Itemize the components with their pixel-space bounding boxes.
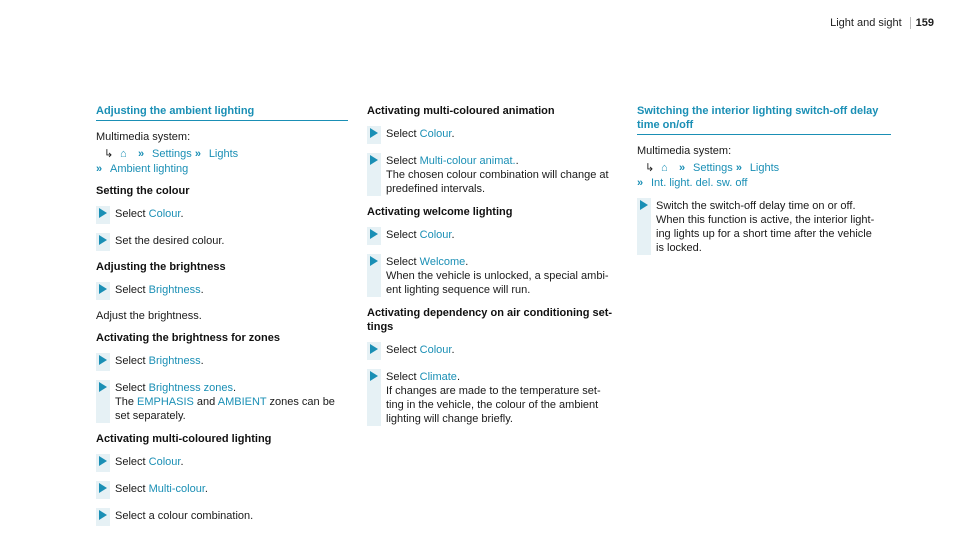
subheading-brightness: Adjusting the brightness xyxy=(96,261,226,273)
step-item: Select Colour. xyxy=(96,206,348,224)
step-item: Select Brightness. xyxy=(96,353,348,371)
step-item: Select Welcome. When the vehicle is unlocked, a special ambi- ent lighting sequence will run. xyxy=(367,254,617,297)
step-item: Select Colour. xyxy=(367,342,617,360)
step-arrow-icon xyxy=(99,355,107,365)
subheading-welcome: Activating welcome lighting xyxy=(367,206,513,218)
path-lights: Lights xyxy=(749,162,780,174)
step-item: Select Colour. xyxy=(367,227,617,245)
chevron-icon: » xyxy=(194,148,201,160)
step-item: Select Colour. xyxy=(367,126,617,144)
path-settings: Settings xyxy=(152,148,192,160)
column-1 xyxy=(96,104,348,535)
chevron-icon: » xyxy=(138,148,145,160)
menu-path xyxy=(96,147,348,177)
path-arrow-icon: ↳ xyxy=(104,148,114,160)
step-arrow-icon xyxy=(370,344,378,354)
path-arrow-icon: ↳ xyxy=(645,162,655,174)
step-item: Select Colour. xyxy=(96,454,348,472)
chevron-icon: » xyxy=(735,162,742,174)
step-item: Select a colour combination. xyxy=(96,508,348,526)
step-arrow-icon xyxy=(370,256,378,266)
step-arrow-icon xyxy=(370,128,378,138)
subheading-multi-animation: Activating multi-coloured animation xyxy=(367,105,555,117)
subheading-multi-lighting: Activating multi-coloured lighting xyxy=(96,433,272,445)
step-arrow-icon xyxy=(99,284,107,294)
subheading-brightness-zones: Activating the brightness for zones xyxy=(96,332,280,344)
step-item: Select Multi-colour animat.. The chosen colour combination will change at predefined intervals. xyxy=(367,153,617,196)
step-item: Switch the switch-off delay time on or off. When this function is active, the interior light- ing lights up for a short time after the vehicle is locked. xyxy=(637,198,891,255)
path-delay: Int. light. del. sw. off xyxy=(651,177,748,189)
page-header xyxy=(830,16,934,30)
column-2 xyxy=(367,104,617,435)
intro-text: Multimedia system: xyxy=(637,145,732,157)
path-settings: Settings xyxy=(693,162,733,174)
menu-path xyxy=(637,161,891,191)
section-title-switch-off-delay: Switching the interior lighting switch-off delay time on/off xyxy=(637,104,891,135)
step-arrow-icon xyxy=(99,382,107,392)
chevron-icon: » xyxy=(679,162,686,174)
step-arrow-icon xyxy=(99,456,107,466)
step-arrow-icon xyxy=(99,208,107,218)
step-arrow-icon xyxy=(370,371,378,381)
step-item: Select Brightness zones. The EMPHASIS and AMBIENT zones can be set separately. xyxy=(96,380,348,423)
step-item: Set the desired colour. xyxy=(96,233,348,251)
section-title-ambient: Adjusting the ambient lighting xyxy=(96,104,348,121)
subheading-setting-colour: Setting the colour xyxy=(96,185,190,197)
column-3 xyxy=(637,104,891,264)
intro-text: Multimedia system: xyxy=(96,131,191,143)
header-section: Light and sight xyxy=(830,17,902,29)
path-lights: Lights xyxy=(208,148,239,160)
step-arrow-icon xyxy=(99,483,107,493)
home-icon: ⌂ xyxy=(661,162,668,174)
step-arrow-icon xyxy=(99,235,107,245)
step-arrow-icon xyxy=(640,200,648,210)
subheading-climate: Activating dependency on air conditioning set- tings xyxy=(367,307,613,333)
step-arrow-icon xyxy=(99,510,107,520)
home-icon: ⌂ xyxy=(120,148,127,160)
page-number: 159 xyxy=(910,17,934,29)
path-ambient: Ambient lighting xyxy=(110,163,189,175)
step-item: Select Climate. If changes are made to the temperature set- ting in the vehicle, the colour of the ambient lighting will change briefly. xyxy=(367,369,617,426)
step-arrow-icon xyxy=(370,229,378,239)
step-item: Select Brightness. xyxy=(96,282,348,300)
chevron-icon: » xyxy=(637,177,644,189)
chevron-icon: » xyxy=(96,163,103,175)
step-arrow-icon xyxy=(370,155,378,165)
brightness-text: Adjust the brightness. xyxy=(96,310,202,322)
step-item: Select Multi-colour. xyxy=(96,481,348,499)
